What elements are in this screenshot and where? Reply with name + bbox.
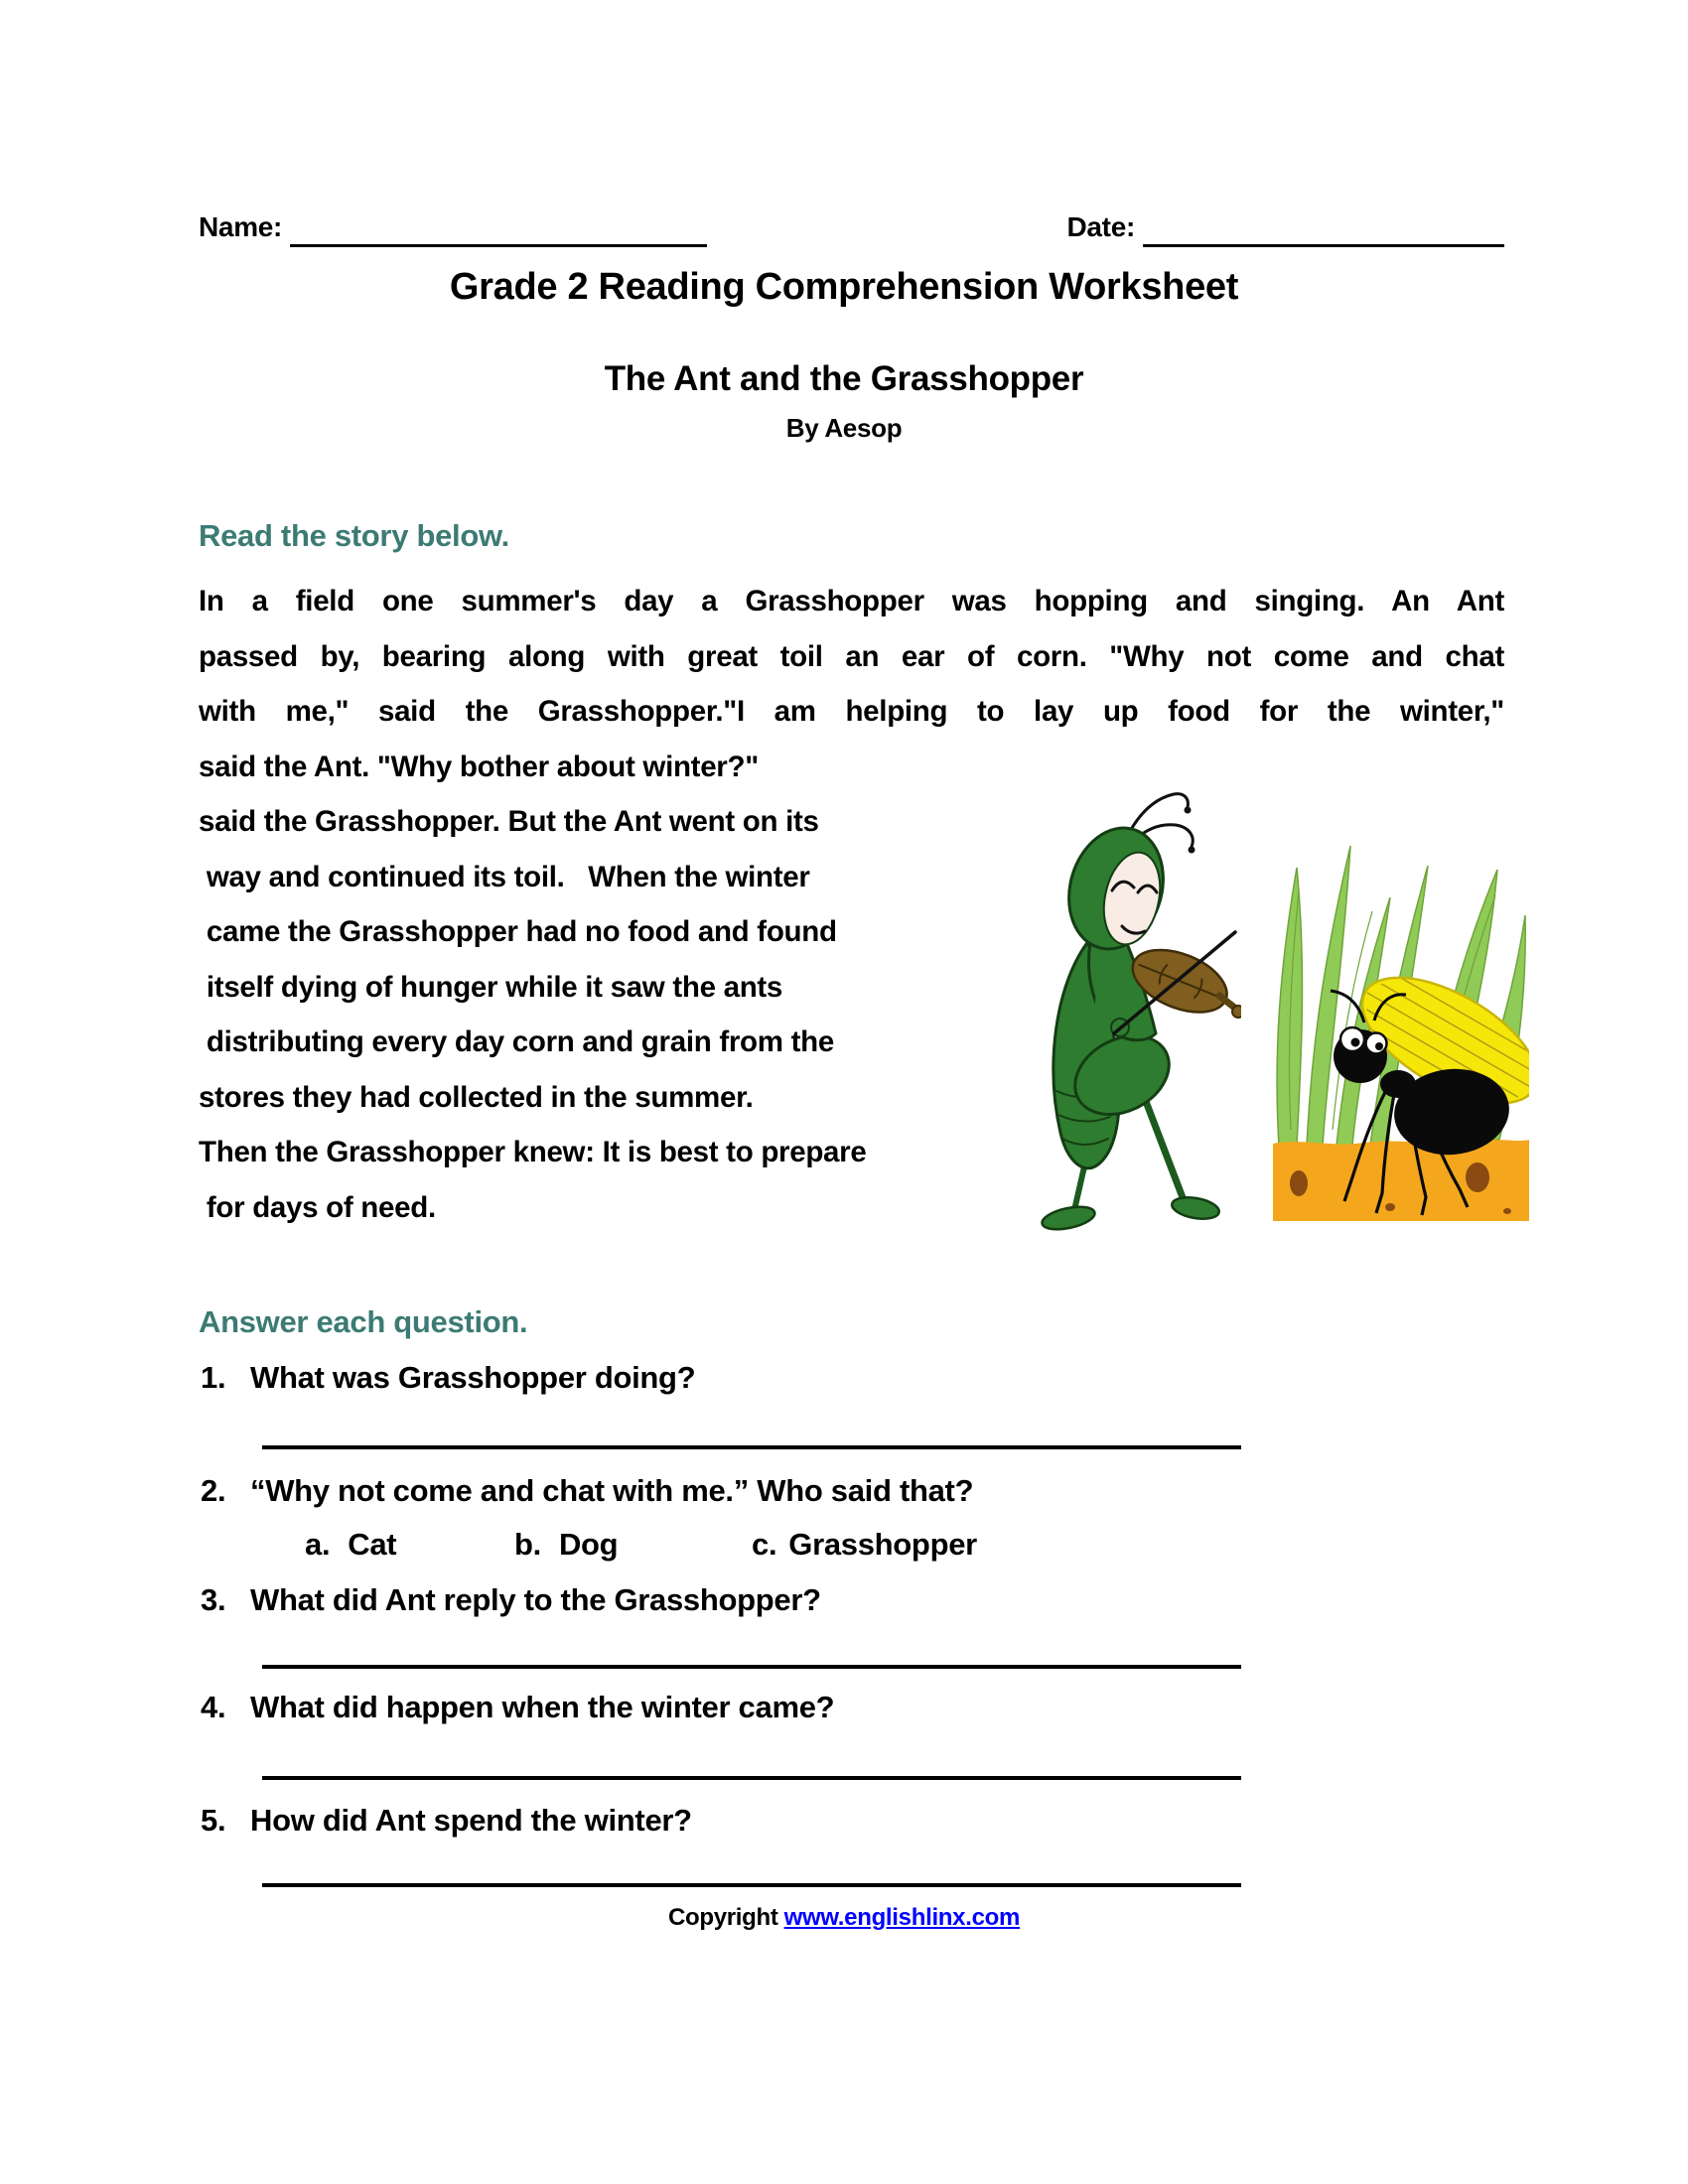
- choice-text: Dog: [558, 1527, 619, 1562]
- name-blank-line: [290, 205, 707, 247]
- ant-illustration: [1273, 812, 1529, 1221]
- question-text: How did Ant spend the winter?: [250, 1803, 692, 1838]
- answer-line-5: [262, 1883, 1241, 1887]
- story-line: with me," said the Grasshopper."I am helping to lay up food for the winter,": [199, 695, 1504, 728]
- story-line: distributing every day corn and grain from the: [199, 1025, 834, 1058]
- name-field: [199, 205, 707, 247]
- question-2: [201, 1473, 973, 1509]
- choice-text: Cat: [348, 1527, 397, 1562]
- question-number: 5.: [201, 1803, 226, 1838]
- choice-label: c.: [752, 1527, 777, 1562]
- question-number: 3.: [201, 1582, 226, 1617]
- story-line: itself dying of hunger while it saw the ants: [199, 970, 783, 1004]
- questions-section-heading: Answer each question.: [199, 1304, 528, 1339]
- story-line: way and continued its toil. When the winter: [199, 860, 810, 893]
- name-label: Name:: [199, 211, 283, 242]
- story-section-heading: Read the story below.: [199, 518, 509, 553]
- story-line: came the Grasshopper had no food and found: [199, 915, 837, 948]
- question-5: [201, 1803, 692, 1839]
- byline: By Aesop: [785, 413, 903, 443]
- worksheet-title: Grade 2 Reading Comprehension Worksheet: [449, 266, 1239, 308]
- choice-label: a.: [305, 1527, 331, 1562]
- choice-c: [752, 1527, 977, 1563]
- header-row: [199, 205, 1504, 247]
- answer-line-4: [262, 1776, 1241, 1780]
- story-line: said the Grasshopper. But the Ant went on its: [199, 805, 819, 838]
- question-number: 2.: [201, 1473, 226, 1508]
- story-line: In a field one summer's day a Grasshopper was hopping and singing. An Ant: [199, 585, 1504, 617]
- grasshopper-illustration: [1025, 787, 1241, 1236]
- question-number: 4.: [201, 1690, 226, 1724]
- story-line: for days of need.: [199, 1190, 436, 1224]
- footer: [0, 1904, 1688, 1932]
- question-text: What did happen when the winter came?: [250, 1690, 835, 1724]
- date-label: Date:: [1066, 211, 1135, 242]
- answer-line-1: [262, 1445, 1241, 1449]
- story-line: Then the Grasshopper knew: It is best to prepare: [199, 1136, 867, 1168]
- choice-a: [305, 1527, 396, 1563]
- copyright-label: Copyright: [667, 1904, 778, 1931]
- choice-label: b.: [514, 1527, 541, 1562]
- question-3: [201, 1582, 821, 1618]
- choice-text: Grasshopper: [788, 1527, 977, 1562]
- englishlinx-link[interactable]: www.englishlinx.com: [783, 1904, 1021, 1931]
- story-title: The Ant and the Grasshopper: [604, 359, 1084, 398]
- question-text: “Why not come and chat with me.” Who said that?: [250, 1473, 974, 1508]
- question-text: What did Ant reply to the Grasshopper?: [250, 1582, 821, 1617]
- question-number: 1.: [201, 1360, 226, 1395]
- question-text: What was Grasshopper doing?: [250, 1360, 696, 1395]
- date-field: [1066, 205, 1504, 247]
- choice-b: [514, 1527, 618, 1563]
- answer-line-3: [262, 1665, 1241, 1669]
- story-line: stores they had collected in the summer.: [199, 1080, 754, 1114]
- date-blank-line: [1143, 205, 1504, 247]
- question-4: [201, 1690, 834, 1725]
- question-1: [201, 1360, 695, 1396]
- story-line: passed by, bearing along with great toil an ear of corn. "Why not come and chat: [199, 639, 1504, 673]
- story-line: said the Ant. "Why bother about winter?": [199, 750, 759, 783]
